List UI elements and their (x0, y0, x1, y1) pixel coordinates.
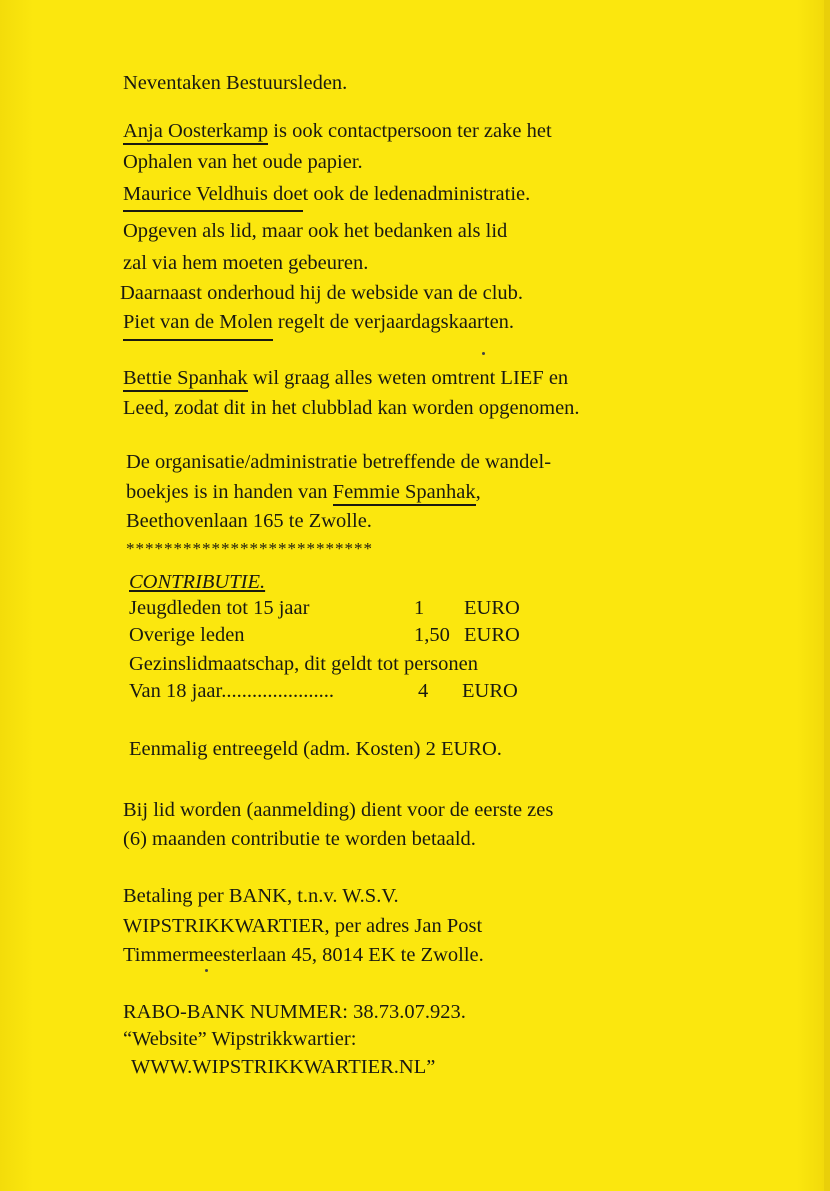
paragraph-line: WIPSTRIKKWARTIER, per adres Jan Post (123, 915, 483, 937)
paragraph-line (123, 309, 514, 335)
section-title: CONTRIBUTIE. (129, 571, 266, 593)
fee-label: Jeugdleden tot 15 jaar (129, 597, 310, 619)
star-separator: ************************** (126, 539, 373, 558)
paragraph-line: (6) maanden contributie te worden betaald. (123, 828, 476, 850)
line-text: , (475, 481, 481, 503)
line-text: wil graag alles weten omtrent LIEF en (247, 367, 569, 389)
paper-speck (482, 352, 485, 355)
paragraph-line (123, 181, 530, 207)
fee-label: Overige leden (129, 624, 245, 646)
person-name: Maurice Veldhuis (123, 183, 268, 205)
paragraph-line (126, 479, 481, 505)
paragraph-line: zal via hem moeten gebeuren. (123, 252, 369, 274)
paragraph-line (123, 365, 568, 391)
paragraph-line: De organisatie/administratie betreffende de wandel- (126, 451, 552, 473)
paragraph-line: Ophalen van het oude papier. (123, 151, 363, 173)
fee-amount: 1 (414, 597, 425, 619)
fee-unit: EURO (464, 624, 520, 646)
line-text: doet ook de ledenadministratie. (267, 183, 531, 205)
paragraph-line: Timmermeesterlaan 45, 8014 EK te Zwolle. (123, 944, 484, 966)
website-label: “Website” Wipstrikkwartier: (123, 1028, 357, 1050)
underline-rule (123, 339, 273, 341)
paragraph-line: Opgeven als lid, maar ook het bedanken als lid (123, 220, 508, 242)
underline-rule (123, 210, 303, 212)
line-text: regelt de verjaardagskaarten. (272, 311, 515, 333)
paragraph-line: Leed, zodat dit in het clubblad kan worden opgenomen. (123, 397, 580, 419)
fee-label: Van 18 jaar...................... (129, 680, 334, 702)
bank-number: RABO-BANK NUMMER: 38.73.07.923. (123, 1001, 466, 1023)
fee-amount: 4 (418, 680, 429, 702)
paper-speck (205, 969, 208, 972)
website-url: WWW.WIPSTRIKKWARTIER.NL” (131, 1056, 436, 1078)
fee-amount: 1,50 (414, 624, 450, 646)
fee-note: Gezinslidmaatschap, dit geldt tot personen (129, 653, 478, 675)
fee-unit: EURO (462, 680, 518, 702)
line-text: boekjes is in handen van (126, 481, 333, 503)
paragraph-line: Daarnaast onderhoud hij de webside van de club. (120, 282, 524, 304)
fee-unit: EURO (464, 597, 520, 619)
paragraph-line: Betaling per BANK, t.n.v. W.S.V. (123, 885, 399, 907)
line-text: is ook contactpersoon ter zake het (268, 120, 552, 142)
entry-fee: Eenmalig entreegeld (adm. Kosten) 2 EURO. (129, 738, 502, 760)
heading: Neventaken Bestuursleden. (123, 72, 348, 94)
person-name: Piet van de Molen (123, 311, 273, 333)
paragraph-line: Beethovenlaan 165 te Zwolle. (126, 510, 372, 532)
paragraph-line: Bij lid worden (aanmelding) dient voor de eerste zes (123, 799, 554, 821)
paragraph-line (123, 118, 552, 144)
person-name: Anja Oosterkamp (123, 120, 268, 145)
person-name: Bettie Spanhak (123, 367, 248, 392)
person-name: Femmie Spanhak (333, 481, 476, 506)
